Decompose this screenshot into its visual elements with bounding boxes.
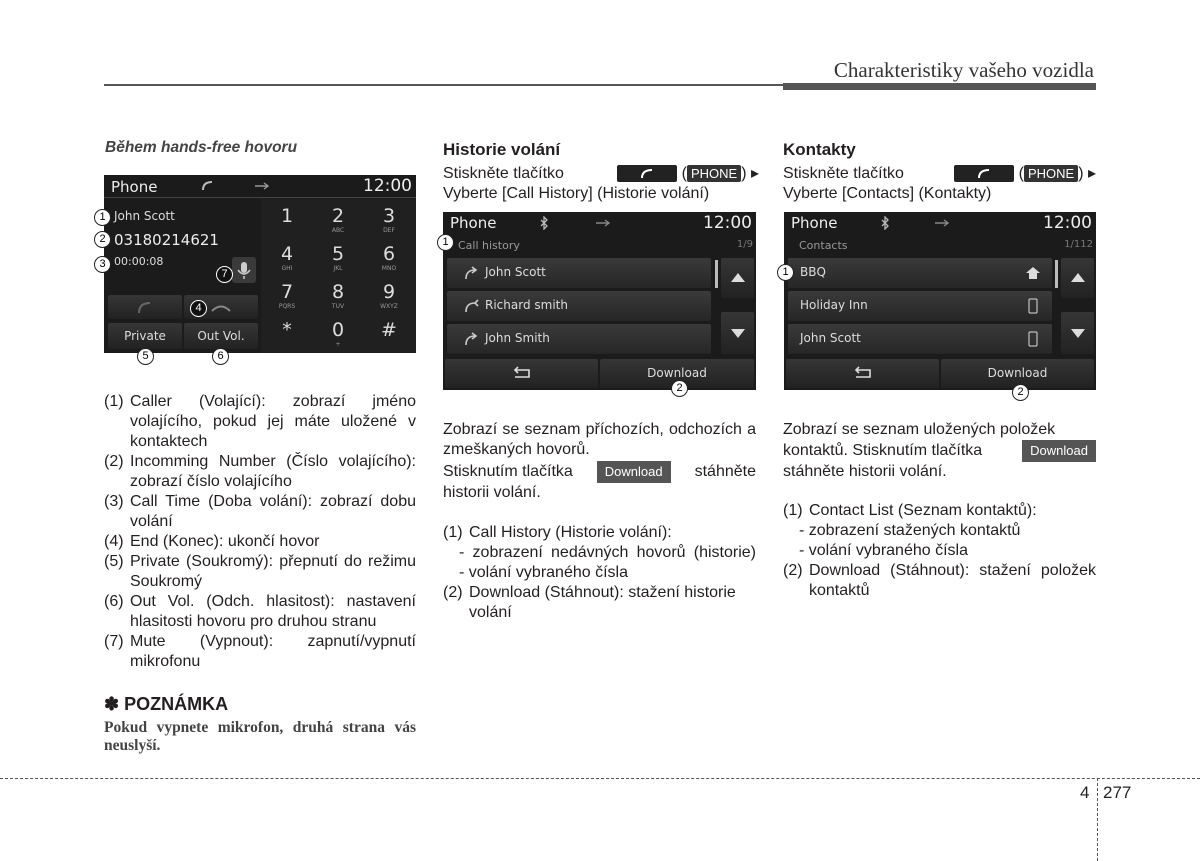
contact-row[interactable]: Holiday Inn xyxy=(788,291,1052,321)
key-8[interactable]: 8 TUV xyxy=(331,281,345,310)
scroll-up-button[interactable] xyxy=(721,258,754,298)
note-text: Pokud vypnete mikrofon, druhá strana vás neuslyší. xyxy=(104,719,416,754)
scroll-down-button[interactable] xyxy=(721,312,754,354)
contacts-paragraph: Zobrazí se seznam uložených položek kontaktů. Stisknutím tlačítka Download stáhněte historii volání. xyxy=(783,420,1096,482)
call-history-row[interactable]: Richard smith xyxy=(447,291,711,321)
screen-title: Phone xyxy=(450,214,497,232)
marker-2: 2 xyxy=(671,380,688,397)
mobile-phone-icon xyxy=(1027,297,1039,315)
phone-key-icon xyxy=(954,165,1014,182)
list-item: (2) Download (Stáhnout): stažení historie volání xyxy=(443,584,736,621)
list-item: - zobrazení nedávných hovorů (historie) xyxy=(459,544,756,561)
key-0[interactable]: 0 + xyxy=(331,319,345,348)
call-button[interactable] xyxy=(108,295,182,319)
call-history-row[interactable]: John Scott xyxy=(447,258,711,288)
back-button[interactable] xyxy=(786,359,939,388)
chapter-number: 4 xyxy=(1080,783,1090,802)
marker-7: 7 xyxy=(216,266,233,283)
microphone-icon xyxy=(232,257,256,283)
contacts-screen xyxy=(784,212,1096,390)
download-key-label: Download xyxy=(597,461,671,483)
marker-2: 2 xyxy=(1012,384,1029,401)
marker-5: 5 xyxy=(137,348,154,365)
triangle-up-icon xyxy=(1061,258,1094,298)
list-count: 1/112 xyxy=(1064,239,1093,250)
page-number: 277 xyxy=(1103,783,1132,802)
call-history-instructions: Stiskněte tlačítko ( PHONE ) ▸ Vyberte [Call History] (Historie volání) xyxy=(443,165,759,202)
screen-clock: 12:00 xyxy=(1043,213,1092,233)
footer-divider xyxy=(1097,778,1098,861)
caller-number: 03180214621 xyxy=(114,231,219,249)
download-button[interactable]: Download xyxy=(941,359,1094,388)
handsfree-screen xyxy=(104,175,416,353)
triangle-down-icon xyxy=(721,312,754,354)
call-time: 00:00:08 xyxy=(114,255,164,268)
marker-1: 1 xyxy=(94,209,111,226)
triangle-up-icon xyxy=(721,258,754,298)
scroll-up-button[interactable] xyxy=(1061,258,1094,298)
scrollbar-thumb[interactable] xyxy=(715,260,718,288)
key-4[interactable]: 4 GHI xyxy=(280,243,294,272)
list-item: (2) Incomming Number (Číslo volajícího): zobrazí číslo volajícího xyxy=(104,453,416,490)
phone-icon xyxy=(135,298,155,318)
screen-clock: 12:00 xyxy=(703,213,752,233)
out-vol-button[interactable]: Out Vol. xyxy=(184,323,258,349)
screen-subtitle: Call history xyxy=(458,239,520,252)
key-2[interactable]: 2 ABC xyxy=(331,205,345,234)
keypad xyxy=(261,199,416,353)
home-icon xyxy=(1024,265,1042,281)
back-button[interactable] xyxy=(445,359,598,388)
page-header-title: Charakteristiky vašeho vozidla xyxy=(833,58,1094,82)
list-item: - volání vybraného čísla xyxy=(799,542,968,559)
list-item: (2) Download (Stáhnout): stažení položek kontaktů xyxy=(783,562,1096,599)
marker-1: 1 xyxy=(437,234,454,251)
usb-icon xyxy=(595,218,611,228)
section-heading-handsfree: Během hands-free hovoru xyxy=(105,139,298,156)
key-star[interactable]: * xyxy=(282,319,292,341)
list-item: (6) Out Vol. (Odch. hlasitost): nastavení hlasitosti hovoru pro druhou stranu xyxy=(104,593,416,630)
hangup-icon xyxy=(209,299,233,319)
contact-row[interactable]: BBQ xyxy=(788,258,1052,288)
header-rule-accent xyxy=(783,83,1096,90)
outgoing-call-icon xyxy=(463,332,481,348)
key-9[interactable]: 9 WXYZ xyxy=(380,281,398,310)
phone-icon xyxy=(200,179,216,193)
phone-key-label: PHONE xyxy=(1024,165,1078,182)
private-button[interactable]: Private xyxy=(108,323,182,349)
mute-button[interactable] xyxy=(232,257,256,283)
footer-rule xyxy=(0,778,1200,779)
incoming-call-icon xyxy=(463,299,481,315)
key-1[interactable]: 1 xyxy=(280,205,294,227)
key-6[interactable]: 6 MNO xyxy=(381,243,397,272)
list-item: (5) Private (Soukromý): přepnutí do režimu Soukromý xyxy=(104,553,416,590)
phone-key-label: PHONE xyxy=(687,165,741,182)
call-history-paragraph: Zobrazí se seznam příchozích, odchozích a zmeškaných hovorů. Stisknutím tlačítka Download stáhněte historii volání. xyxy=(443,421,756,501)
marker-4: 4 xyxy=(190,300,207,317)
list-item: - zobrazení stažených kontaktů xyxy=(799,522,1021,539)
section-heading-contacts: Kontakty xyxy=(783,140,856,159)
list-item: (1) Caller (Volající): zobrazí jméno volajícího, pokud jej máte uložené v kontaktech xyxy=(104,393,416,450)
bluetooth-icon xyxy=(539,216,549,230)
section-heading-call-history: Historie volání xyxy=(443,140,561,159)
list-item: (7) Mute (Vypnout): zapnutí/vypnutí mikrofonu xyxy=(104,633,416,670)
key-hash[interactable]: # xyxy=(381,319,397,341)
key-5[interactable]: 5 JKL xyxy=(331,243,345,272)
note-title: ✽ POZNÁMKA xyxy=(104,694,229,714)
call-history-row[interactable]: John Smith xyxy=(447,324,711,354)
key-3[interactable]: 3 DEF xyxy=(382,205,396,234)
screen-clock: 12:00 xyxy=(363,176,412,196)
contact-row[interactable]: John Scott xyxy=(788,324,1052,354)
list-item: (1) Call History (Historie volání): xyxy=(443,524,672,541)
marker-1: 1 xyxy=(777,264,794,281)
download-button[interactable]: Download xyxy=(600,359,754,388)
contacts-instructions: Stiskněte tlačítko ( PHONE ) ▸ Vyberte [Contacts] (Kontakty) xyxy=(783,165,1096,202)
mobile-phone-icon xyxy=(1027,330,1039,348)
download-key-label: Download xyxy=(1022,440,1096,462)
screen-title: Phone xyxy=(111,178,158,196)
key-7[interactable]: 7 PQRS xyxy=(278,281,296,310)
handsfree-description-list xyxy=(104,392,416,672)
call-history-screen xyxy=(443,212,756,390)
list-item: (1) Contact List (Seznam kontaktů): xyxy=(783,502,1037,519)
list-item: - volání vybraného čísla xyxy=(459,564,628,581)
list-item: (4) End (Konec): ukončí hovor xyxy=(104,533,320,550)
scrollbar-thumb[interactable] xyxy=(1055,260,1058,288)
usb-icon xyxy=(934,218,950,228)
list-item: (3) Call Time (Doba volání): zobrazí dobu volání xyxy=(104,493,416,530)
marker-6: 6 xyxy=(212,348,229,365)
back-arrow-icon xyxy=(848,359,878,388)
bluetooth-icon xyxy=(880,216,890,230)
contacts-list xyxy=(783,501,1096,601)
usb-icon xyxy=(254,181,270,191)
phone-key-icon xyxy=(617,165,677,182)
marker-2: 2 xyxy=(94,231,111,248)
screen-subtitle: Contacts xyxy=(799,239,848,252)
outgoing-call-icon xyxy=(463,266,481,282)
caller-name: John Scott xyxy=(114,209,175,223)
back-arrow-icon xyxy=(507,359,537,388)
call-history-list xyxy=(443,523,756,623)
triangle-down-icon xyxy=(1061,312,1094,354)
scroll-down-button[interactable] xyxy=(1061,312,1094,354)
screen-title: Phone xyxy=(791,214,838,232)
marker-3: 3 xyxy=(94,256,111,273)
list-count: 1/9 xyxy=(736,239,753,250)
